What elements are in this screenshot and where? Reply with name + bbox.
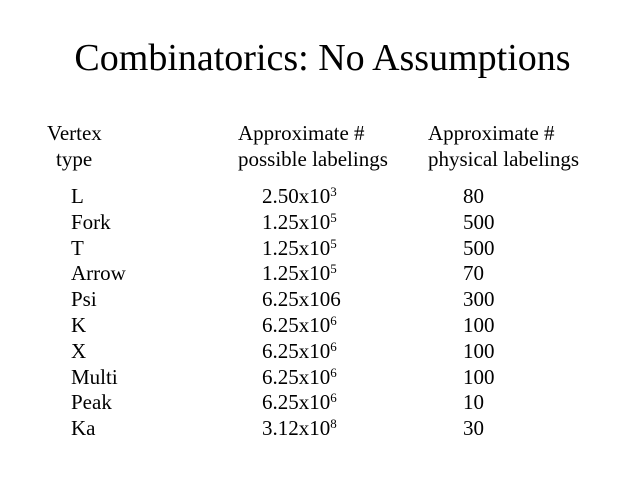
table-row bbox=[0, 313, 640, 339]
physical-labelings-cell: 500 bbox=[463, 209, 495, 234]
vertex-type-cell: T bbox=[71, 235, 84, 260]
possible-labelings-cell bbox=[262, 339, 337, 367]
value-base: 1.25x10 bbox=[262, 235, 331, 260]
value-base: 6.25x10 bbox=[262, 312, 331, 337]
header-line: Approximate # bbox=[238, 121, 365, 145]
value-base: 1.25x10 bbox=[262, 261, 331, 286]
header-line: type bbox=[56, 146, 93, 171]
vertex-type-cell: Psi bbox=[71, 287, 97, 312]
possible-labelings-cell bbox=[262, 236, 337, 264]
value-exponent: 6 bbox=[330, 390, 337, 406]
column-header-physical-labelings bbox=[428, 121, 579, 173]
possible-labelings-cell bbox=[262, 390, 337, 418]
header-line: physical labelings bbox=[428, 146, 580, 171]
value-exponent: 5 bbox=[330, 261, 337, 277]
physical-labelings-cell: 100 bbox=[463, 338, 495, 363]
physical-labelings-cell: 300 bbox=[463, 287, 495, 312]
vertex-table bbox=[0, 184, 640, 442]
table-row bbox=[0, 261, 640, 287]
slide-title: Combinatorics: No Assumptions bbox=[74, 37, 571, 79]
vertex-type-cell: X bbox=[71, 338, 87, 363]
table-row bbox=[0, 210, 640, 236]
table-row bbox=[0, 416, 640, 442]
possible-labelings-cell bbox=[262, 210, 337, 238]
value-exponent: 8 bbox=[330, 416, 337, 432]
value-exponent: 6 bbox=[330, 338, 337, 354]
physical-labelings-cell: 100 bbox=[463, 312, 495, 337]
table-row bbox=[0, 236, 640, 262]
physical-labelings-cell: 30 bbox=[463, 416, 484, 441]
header-line: possible labelings bbox=[238, 146, 388, 171]
possible-labelings-cell bbox=[262, 287, 341, 315]
possible-labelings-cell bbox=[262, 313, 337, 341]
column-header-possible-labelings bbox=[238, 121, 388, 173]
physical-labelings-cell: 80 bbox=[463, 184, 484, 208]
value-exponent: 5 bbox=[330, 209, 337, 225]
vertex-type-cell: K bbox=[71, 312, 87, 337]
value-base: 6.25x10 bbox=[262, 390, 331, 415]
table-row bbox=[0, 365, 640, 391]
value-base: 6.25x10 bbox=[262, 338, 331, 363]
table-row bbox=[0, 390, 640, 416]
physical-labelings-cell: 10 bbox=[463, 390, 484, 415]
possible-labelings-cell bbox=[262, 416, 337, 444]
value-base: 6.25x10 bbox=[262, 364, 331, 389]
vertex-type-cell: L bbox=[71, 184, 84, 208]
value-exponent: 6 bbox=[330, 312, 337, 328]
value-exponent: 3 bbox=[330, 184, 337, 199]
vertex-type-cell: Multi bbox=[71, 364, 118, 389]
header-line: Vertex bbox=[47, 121, 102, 145]
vertex-type-cell: Fork bbox=[71, 209, 111, 234]
value-base: 1.25x10 bbox=[262, 209, 331, 234]
value-base: 2.50x10 bbox=[262, 184, 331, 208]
physical-labelings-cell: 500 bbox=[463, 235, 495, 260]
possible-labelings-cell bbox=[262, 365, 337, 393]
table-row bbox=[0, 339, 640, 365]
physical-labelings-cell: 100 bbox=[463, 364, 495, 389]
value-exponent: 6 bbox=[330, 364, 337, 380]
column-header-vertex-type bbox=[47, 121, 102, 173]
header-line: Approximate # bbox=[428, 121, 555, 145]
table-row bbox=[0, 287, 640, 313]
physical-labelings-cell: 70 bbox=[463, 261, 484, 286]
value-base: 3.12x10 bbox=[262, 416, 331, 441]
vertex-type-cell: Arrow bbox=[71, 261, 126, 286]
possible-labelings-cell bbox=[262, 184, 337, 212]
table-row bbox=[0, 184, 640, 210]
vertex-type-cell: Ka bbox=[71, 416, 96, 441]
possible-labelings-cell bbox=[262, 261, 337, 289]
vertex-type-cell: Peak bbox=[71, 390, 112, 415]
value-base: 6.25x106 bbox=[262, 287, 341, 312]
value-exponent: 5 bbox=[330, 235, 337, 251]
